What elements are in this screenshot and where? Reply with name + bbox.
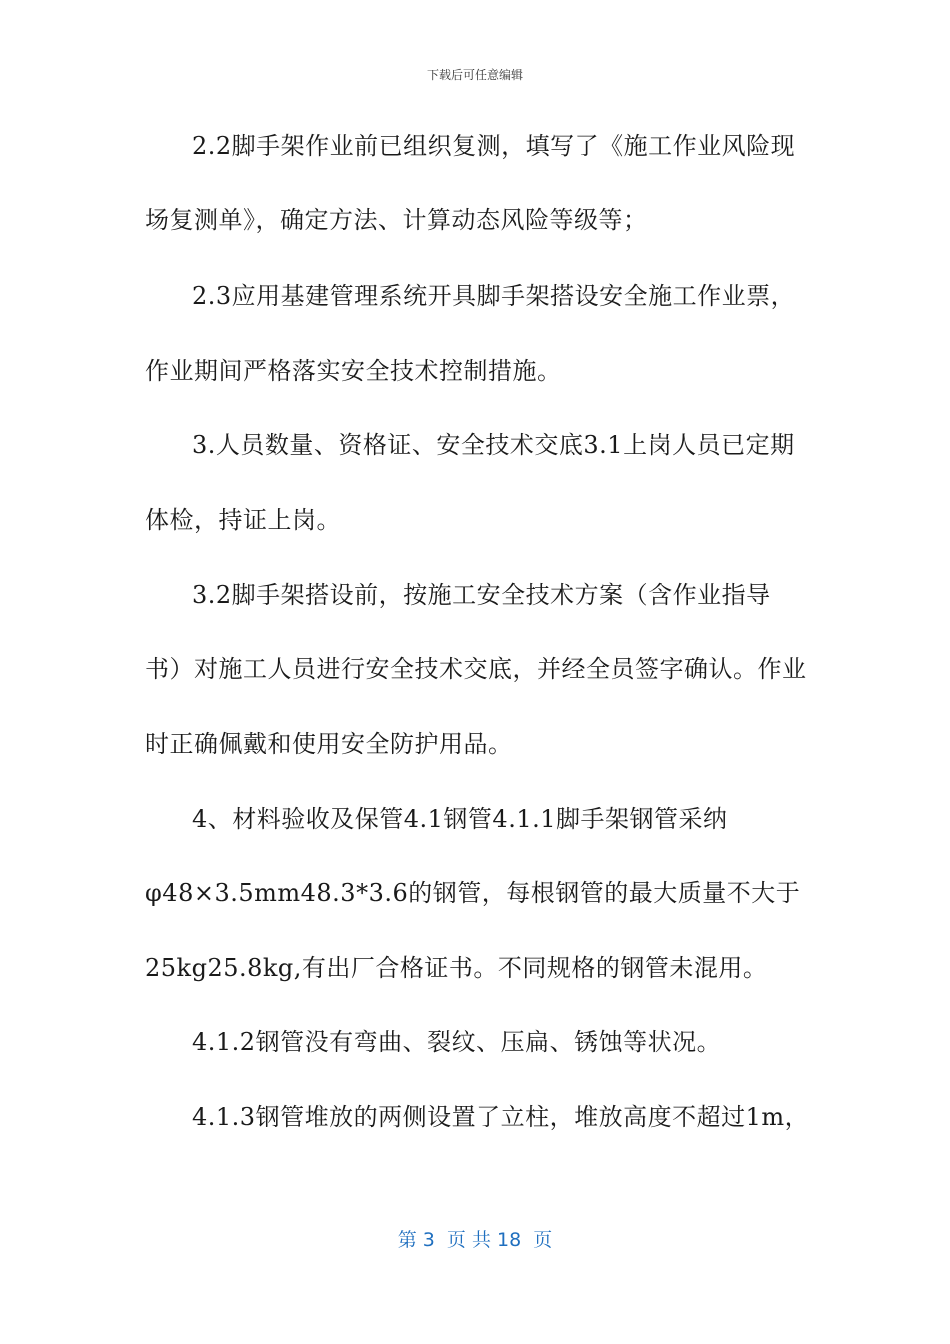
text-line: 书）对施工人员进行安全技术交底，并经全员签字确认。作业 xyxy=(145,655,807,683)
text-line: 25kg25.8kg,有出厂合格证书。不同规格的钢管未混用。 xyxy=(145,954,768,982)
text-line: 2.3应用基建管理系统开具脚手架搭设安全施工作业票， xyxy=(192,282,796,310)
text-line: 4、材料验收及保管4.1钢管4.1.1脚手架钢管采纳 xyxy=(192,805,728,833)
text-line: 场复测单》，确定方法、计算动态风险等级等； xyxy=(145,206,648,234)
page-number: 第 3 页 共 18 页 xyxy=(397,1229,553,1251)
text-line: 3.2脚手架搭设前，按施工安全技术方案（含作业指导 xyxy=(192,581,771,609)
text-line: 3.人员数量、资格证、安全技术交底3.1上岗人员已定期 xyxy=(192,431,795,459)
text-line: 时正确佩戴和使用安全防护用品。 xyxy=(145,730,513,758)
text-line: φ48×3.5mm48.3*3.6的钢管，每根钢管的最大质量不大于 xyxy=(145,879,801,907)
text-line: 体检，持证上岗。 xyxy=(145,506,341,534)
text-line: 4.1.2钢管没有弯曲、裂纹、压扁、锈蚀等状况。 xyxy=(192,1028,722,1056)
text-line: 4.1.3钢管堆放的两侧设置了立柱，堆放高度不超过1m， xyxy=(192,1103,810,1131)
download-note: 下载后可任意编辑 xyxy=(426,68,523,82)
text-line: 2.2脚手架作业前已组织复测，填写了《施工作业风险现 xyxy=(192,132,796,160)
text-line: 作业期间严格落实安全技术控制措施。 xyxy=(145,357,562,385)
